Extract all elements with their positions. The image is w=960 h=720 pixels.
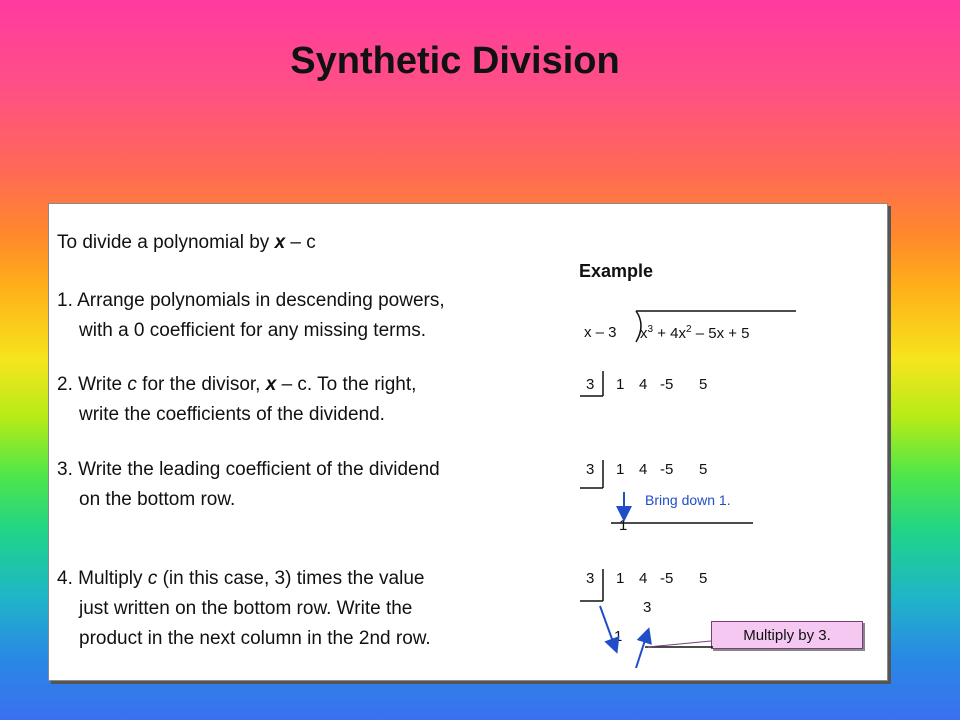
step-4-line-1: 4. Multiply c (in this case, 3) times the value [57,568,425,589]
step3-bottom-value: 1 [619,517,628,534]
step3-coef-1: 1 [616,461,625,478]
step4-product-value: 3 [643,599,652,616]
step3-coef-2: 4 [639,461,648,478]
step4-coef-4: 5 [699,570,708,587]
step4-coef-2: 4 [639,570,648,587]
step4-bottom-value: 1 [614,628,623,645]
step-4-line-3: product in the next column in the 2nd row. [79,628,431,649]
bring-down-note: Bring down 1. [645,492,731,508]
example-label: Example [579,261,654,281]
step2-c-value: 3 [586,376,595,393]
intro-suffix: – c [285,232,316,253]
step2-coef-3: -5 [660,376,674,393]
step-1-line-2: with a 0 coefficient for any missing terms. [79,320,427,341]
example-dividend: $x^3 + 4x^2 - 5x + 5$ [640,324,750,342]
multiply-arrow-up [636,631,648,668]
step3-coef-3: -5 [660,461,674,478]
step3-coef-4: 5 [699,461,708,478]
step4-coef-1: 1 [616,570,625,587]
step2-coef-1: 1 [616,376,625,393]
step-3-line-1: 3. Write the leading coefficient of the dividend [57,459,440,480]
step3-c-value: 3 [586,461,595,478]
intro-prefix: To divide a polynomial by [57,232,275,253]
long-division-bracket [636,311,641,342]
step-1-line-1: 1. Arrange polynomials in descending powers, [57,290,445,311]
step-2-line-2: write the coefficients of the dividend. [79,404,385,425]
step2-coef-2: 4 [639,376,648,393]
step-3-line-2: on the bottom row. [79,489,236,510]
step4-c-value: 3 [586,570,595,587]
multiply-callout: Multiply by 3. [711,621,863,649]
step-2-line-1: 2. Write c for the divisor, x – c. To the right, [57,374,417,395]
step4-coef-3: -5 [660,570,674,587]
step2-coef-4: 5 [699,376,708,393]
intro-divisor-var: x [274,232,286,253]
multiply-arrow-down [600,606,616,650]
callout-pointer [648,641,711,647]
example-divisor: x – 3 [584,324,617,341]
step-4-line-2: just written on the bottom row. Write the [79,598,413,619]
slide-title: Synthetic Division [290,40,620,82]
